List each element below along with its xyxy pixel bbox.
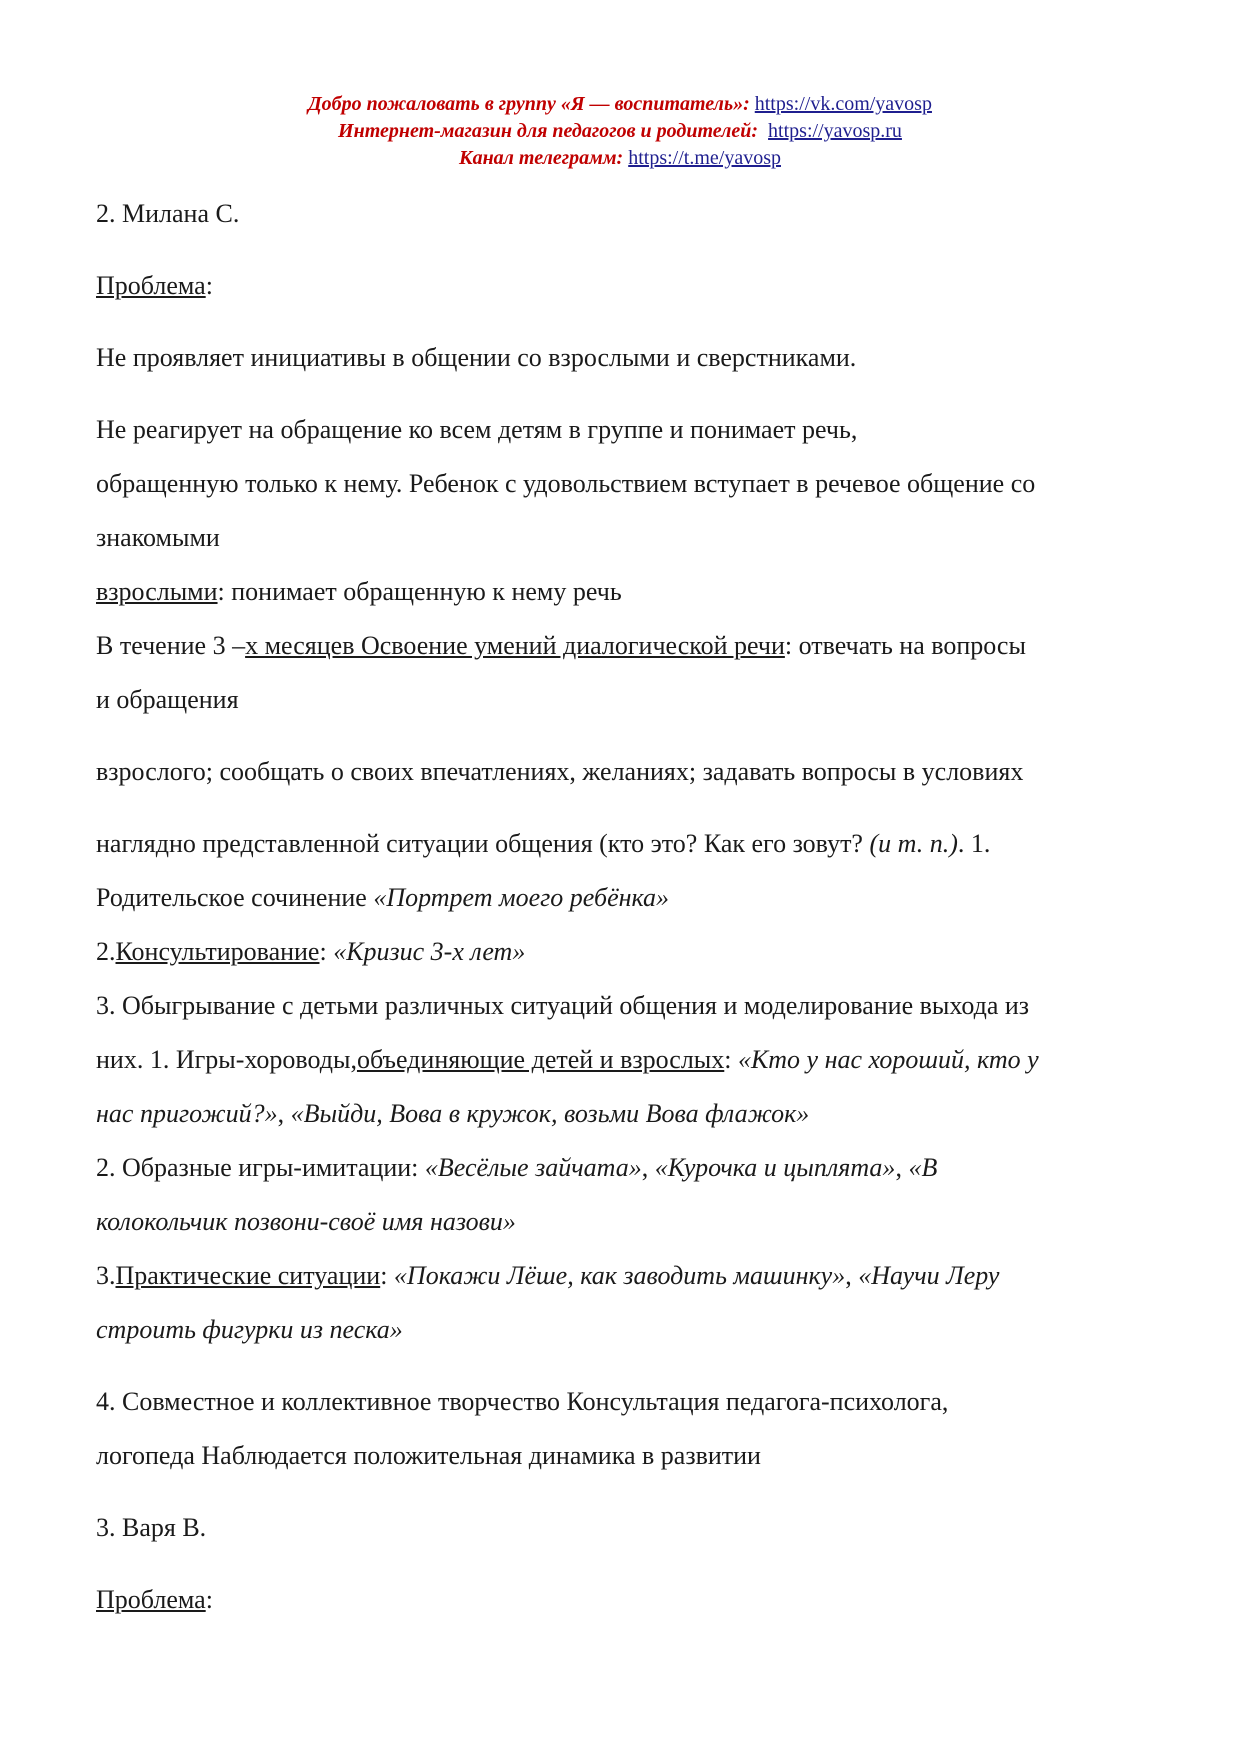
paragraph-10-line-2: логопеда Наблюдается положительная динамика в развитии <box>96 1441 761 1470</box>
paragraph-7-line-3 <box>96 1098 1156 1130</box>
header-line-1 <box>0 91 1240 118</box>
section-3-problem-colon: : <box>205 1585 213 1614</box>
p8-italic-3: «В <box>908 1153 938 1182</box>
p5-text-b: . 1. <box>957 829 991 858</box>
header-line-2 <box>0 118 1240 145</box>
p9-line2-italic: строить фигурки из песка» <box>96 1315 403 1344</box>
section-3-title: 3. Варя В. <box>96 1513 207 1542</box>
paragraph-9-line-2 <box>96 1314 1156 1346</box>
paragraph-2-line-1: Не реагирует на обращение ко всем детям в группе и понимает речь, <box>96 415 858 444</box>
header-shop-label: Интернет-магазин для педагогов и родителей: <box>338 120 759 142</box>
p9-underlined: Практические ситуации <box>115 1261 381 1290</box>
paragraph-5-line-1 <box>96 828 1156 860</box>
p8-line2-italic: колокольчик позвони-своё имя назови» <box>96 1207 516 1236</box>
paragraph-7-line-1: 3. Обыгрывание с детьми различных ситуаций общения и моделирование выхода из <box>96 991 1030 1020</box>
p9-italic-2: «Научи Леру <box>858 1261 1000 1290</box>
paragraph-2-line-3: знакомыми <box>96 523 220 552</box>
paragraph-4: взрослого; сообщать о своих впечатлениях, желаниях; задавать вопросы в условиях <box>96 757 1024 786</box>
p7-line3-italic-2: «Выйди, Вова в кружок, возьми Вова флажок» <box>290 1099 810 1128</box>
p3-text-a: В течение 3 – <box>96 631 246 660</box>
p5-line2-italic: «Портрет моего ребёнка» <box>373 883 670 912</box>
paragraph-5-line-2 <box>96 882 1156 914</box>
problem-colon: : <box>205 271 213 300</box>
p7-text-a: них. 1. Игры-хороводы, <box>96 1045 357 1074</box>
header-vk-label: Добро пожаловать в группу «Я — воспитатель»: <box>308 93 750 115</box>
p9-colon: : <box>380 1261 394 1290</box>
section-2-problem-heading <box>96 270 1156 302</box>
paragraph-7-line-2 <box>96 1044 1156 1076</box>
section-3-problem-label: Проблема <box>96 1585 206 1614</box>
paragraph-6 <box>96 936 1156 968</box>
header-vk-link[interactable]: https://vk.com/yavosp <box>754 93 932 115</box>
p3-underlined: х месяцев Освоение умений диалогической речи <box>245 631 785 660</box>
p6-number: 2. <box>96 937 116 966</box>
paragraph-2-line-2: обращенную только к нему. Ребенок с удовольствием вступает в речевое общение со <box>96 469 1036 498</box>
paragraph-3-line-1 <box>96 630 1156 662</box>
p8-comma-2: , <box>895 1153 909 1182</box>
paragraph-1: Не проявляет инициативы в общении со взрослыми и сверстниками. <box>96 343 857 372</box>
paragraph-9-line-1 <box>96 1260 1156 1292</box>
p5-text-a: наглядно представленной ситуации общения (кто это? Как его зовут? <box>96 829 870 858</box>
p8-italic-2: «Курочка и цыплята» <box>654 1153 896 1182</box>
p7-colon: : <box>724 1045 739 1074</box>
p6-italic: «Кризис 3-х лет» <box>333 937 526 966</box>
paragraph-2-line-4 <box>96 576 1156 608</box>
p8-text-a: 2. Образные игры-имитации: <box>96 1153 425 1182</box>
header-shop-link[interactable]: https://yavosp.ru <box>768 120 902 142</box>
p5-italic: (и т. п.) <box>869 829 958 858</box>
p7-underlined: объединяющие детей и взрослых <box>356 1045 725 1074</box>
problem-label: Проблема <box>96 271 206 300</box>
p7-italic: «Кто у нас хороший, кто у <box>738 1045 1039 1074</box>
header-telegram-label: Канал телеграмм: <box>459 147 624 169</box>
p9-number: 3. <box>96 1261 116 1290</box>
p8-comma-1: , <box>641 1153 655 1182</box>
p6-colon: : <box>319 937 334 966</box>
p7-line3-comma: , <box>277 1099 291 1128</box>
section-3-problem-heading <box>96 1584 1156 1616</box>
p5-line2-text: Родительское сочинение <box>96 883 374 912</box>
paragraph-8-line-1 <box>96 1152 1156 1184</box>
p6-underlined: Консультирование <box>115 937 320 966</box>
adults-underlined: взрослыми <box>96 577 218 606</box>
p9-comma: , <box>845 1261 859 1290</box>
paragraph-3-line-2: и обращения <box>96 685 239 714</box>
p3-text-b: : отвечать на вопросы <box>784 631 1026 660</box>
p7-line3-italic-1: нас пригожий?» <box>96 1099 278 1128</box>
section-2-title: 2. Милана С. <box>96 199 240 228</box>
header-telegram-link[interactable]: https://t.me/yavosp <box>628 147 781 169</box>
paragraph-10-line-1: 4. Совместное и коллективное творчество Консультация педагога-психолога, <box>96 1387 949 1416</box>
header-line-3 <box>0 145 1240 172</box>
paragraph-2-line-4-rest: : понимает обращенную к нему речь <box>217 577 622 606</box>
p8-italic-1: «Весёлые зайчата» <box>424 1153 642 1182</box>
paragraph-8-line-2 <box>96 1206 1156 1238</box>
p9-italic-1: «Покажи Лёше, как заводить машинку» <box>393 1261 846 1290</box>
